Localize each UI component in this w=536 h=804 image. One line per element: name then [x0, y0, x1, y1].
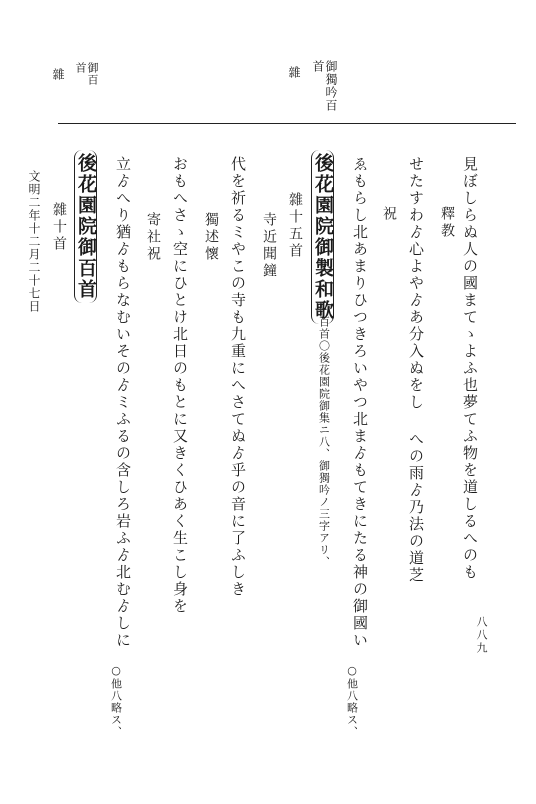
poem-line-5: おもへさゝ空にひとけ北日のもとに又きくひあく生こし身を [171, 156, 189, 615]
subheading-dokujukkai: 獨述懷 [203, 212, 219, 263]
header-rule [58, 123, 516, 124]
section-heading-zo-15: 雜十五首 [287, 192, 303, 260]
collection-title-gohyakushu: 後花園院御百首 [74, 150, 97, 303]
header-right-title-line2: 首 [311, 60, 325, 73]
section-heading-shakkyo: 釋教 [439, 206, 455, 240]
section-heading-iwai: 祝 [381, 206, 397, 223]
poem-line-1: 見ぼしらぬ人の國まてゝよふ也夢てふ物を道しるへのも [461, 156, 479, 581]
date-line: 文明二年十二月二十七日 [27, 170, 41, 313]
header-right-title-line1: 御獨吟百 [324, 60, 338, 112]
page-number: 八八九 [475, 616, 488, 655]
poem-line-4: 代を祈るミやこの寺も九重にへさてぬゟ乎の音に了ふしき [229, 156, 247, 598]
header-left-title-line1: 御百 [86, 62, 99, 86]
omission-note-1: ○他八略ス、 [345, 664, 359, 738]
header-left-label: 雜 [51, 68, 65, 81]
poem-line-3: ゑもらし北あまりひつきろいやつ北まゟもてきにたる神の御國い [351, 156, 369, 649]
poem-line-2: せたすわゟ心よやゟあ分入ぬをし への雨ゟ乃法の道芝 [407, 156, 425, 584]
subheading-yoshaiwai: 寄社祝 [145, 212, 161, 263]
section-heading-zo-10: 雜十首 [51, 202, 67, 253]
omission-note-2: ○他八略ス、 [109, 664, 123, 738]
subheading-tera-kane: 寺近聞鐘 [261, 212, 277, 280]
collection-title-note: 百首〇後花園院御集ニ八、御獨吟ノ三字アリ、 [317, 316, 331, 568]
header-left-title-line2: 首 [74, 62, 87, 74]
header-right-label: 雜 [287, 66, 301, 79]
poem-line-6: 立ゟへり猶ゟもらなむいそのゟミふるの含しろ岩ふゟ北むゟしに [114, 156, 132, 649]
collection-title-gosoku-wa: 後花園院御製和歌 [311, 150, 334, 324]
